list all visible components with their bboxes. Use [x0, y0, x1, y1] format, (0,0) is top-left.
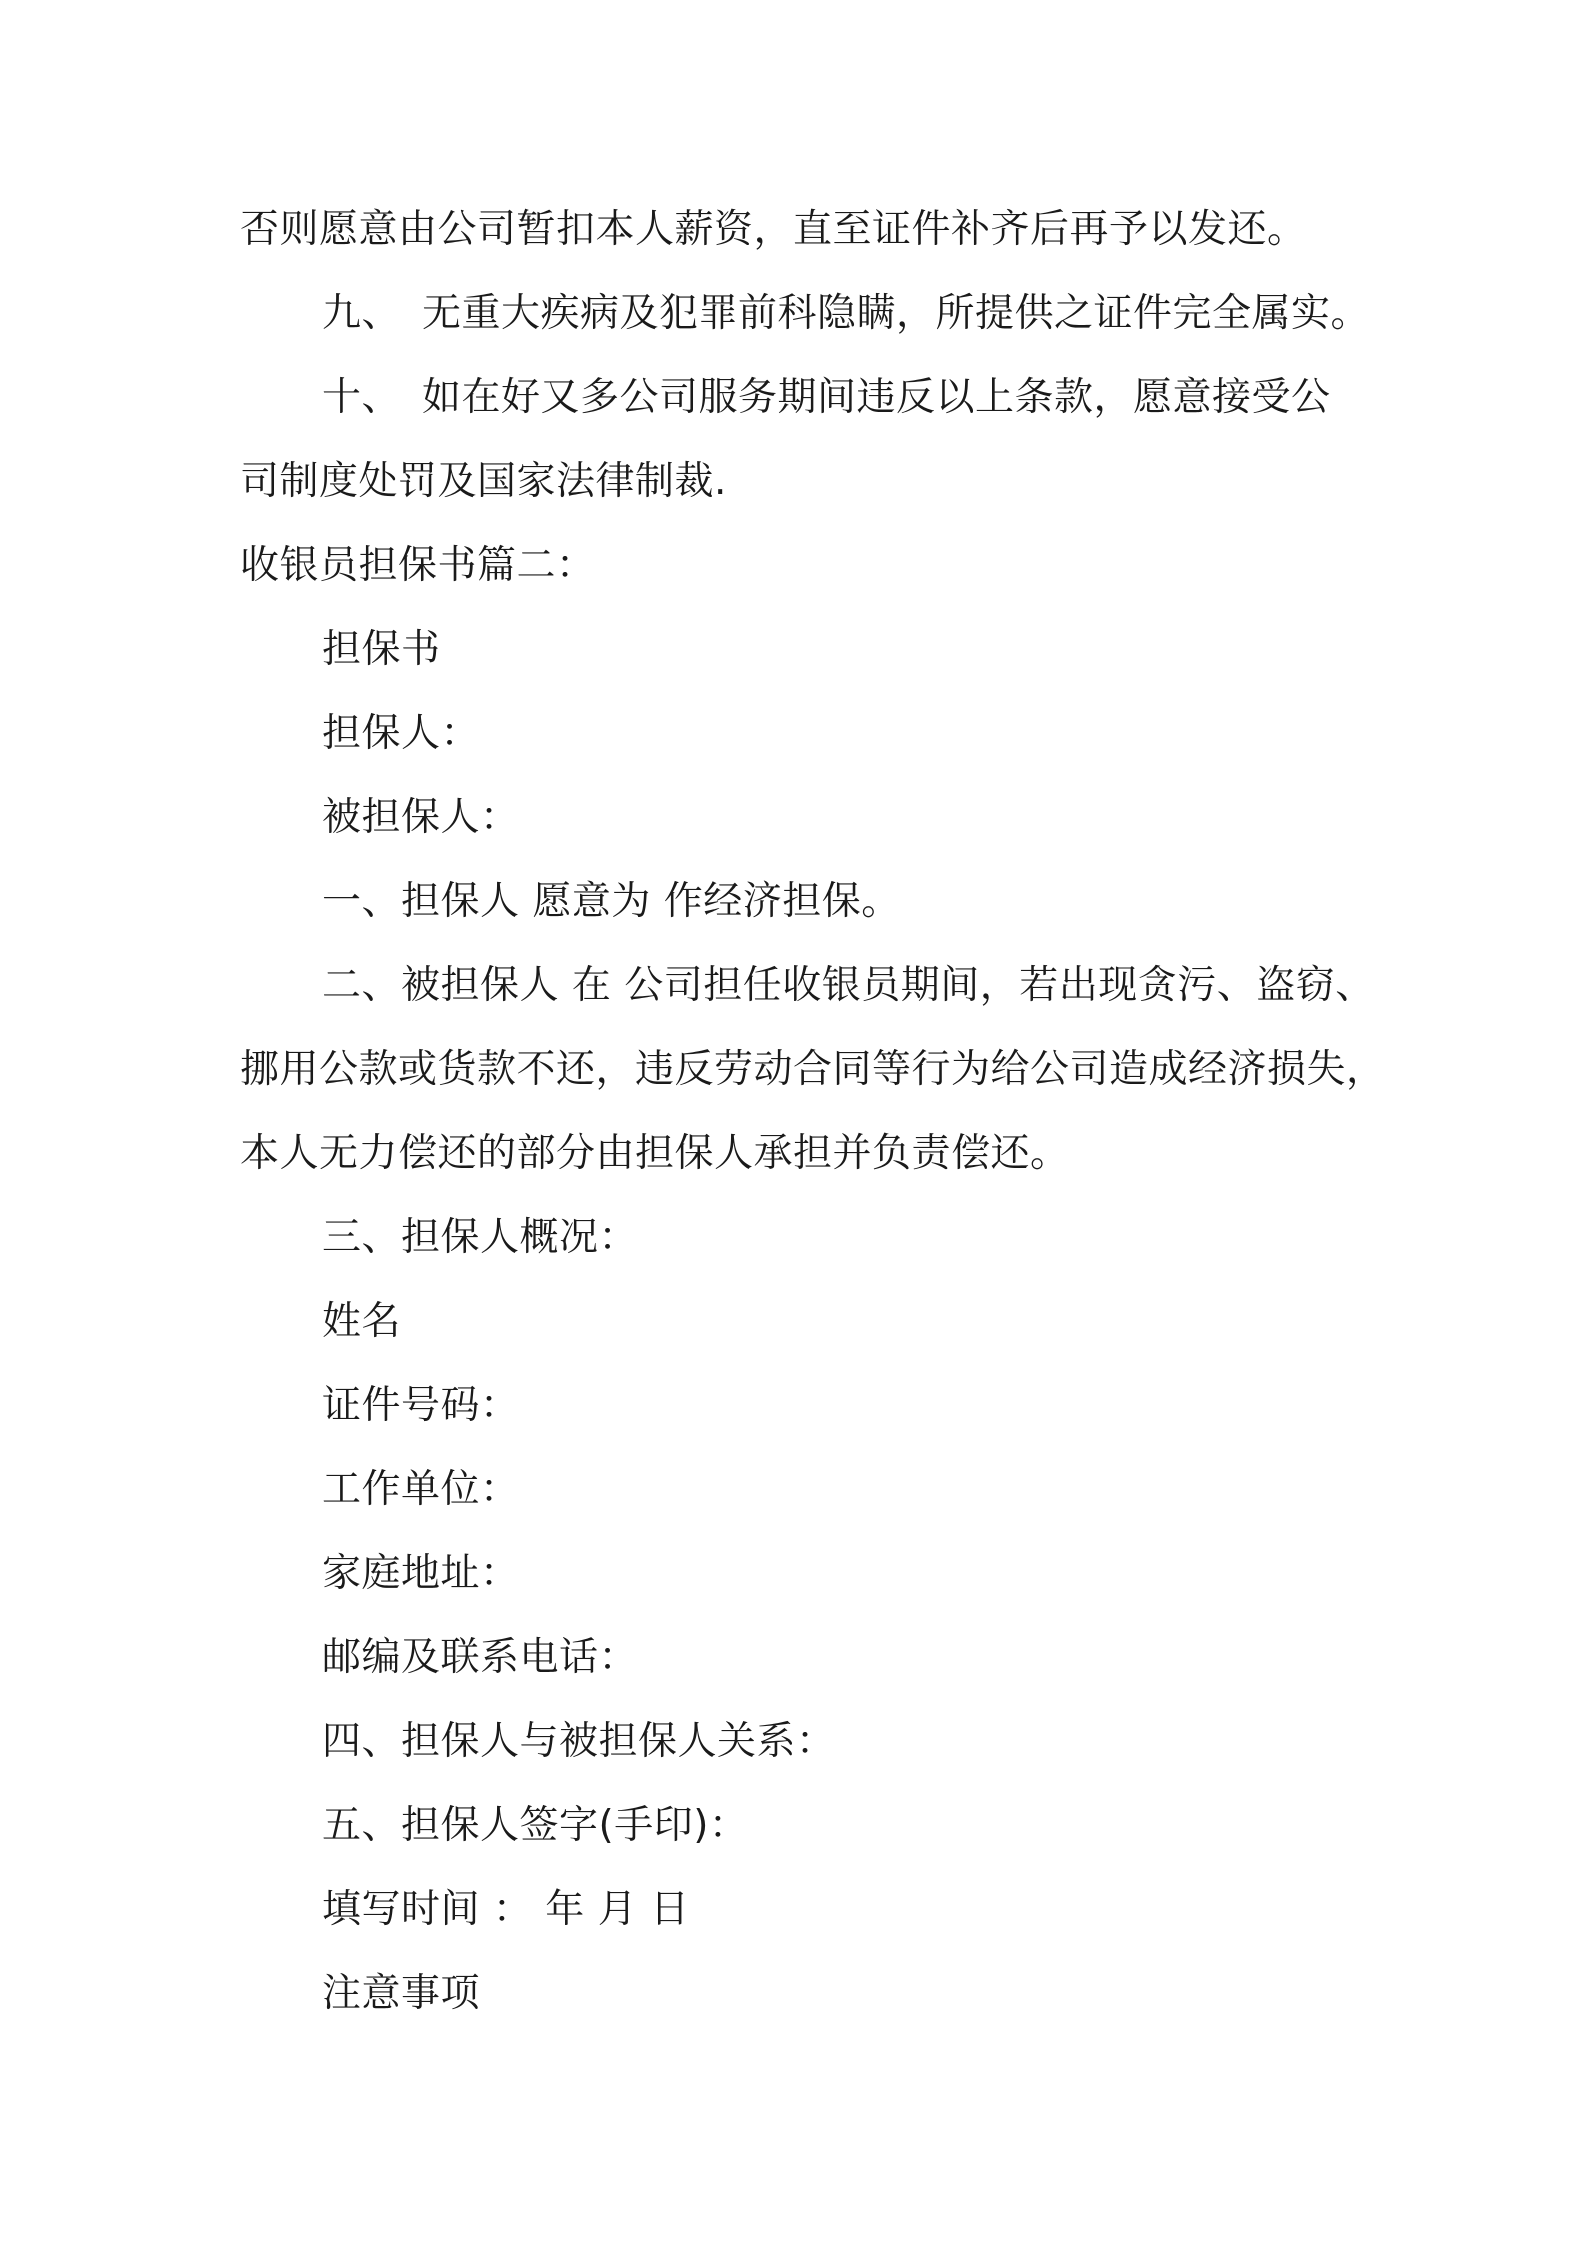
item-two-line-3: 本人无力偿还的部分由担保人承担并负责偿还。 — [240, 1131, 1070, 1176]
clause-ten — [322, 374, 1331, 422]
postcode-phone-label: 邮编及联系电话： — [322, 1635, 639, 1680]
employer-label: 工作单位： — [322, 1467, 520, 1512]
clause-ten-text: 如在好又多公司服务期间违反以上条款，愿意接受公 — [422, 375, 1331, 420]
fill-date-label: 填写时间 ： 年 月 日 — [322, 1887, 690, 1932]
item-two-line-2: 挪用公款或货款不还，违反劳动合同等行为给公司造成经济损失， — [240, 1047, 1386, 1092]
notes-heading: 注意事项 — [322, 1971, 481, 2016]
guarantor-label: 担保人： — [322, 711, 481, 756]
section-heading: 收银员担保书篇二： — [240, 543, 596, 588]
home-address-label: 家庭地址： — [322, 1551, 520, 1596]
guarantee-title: 担保书 — [322, 627, 441, 672]
clause-nine — [322, 290, 1370, 338]
item-five: 五、担保人签字(手印)： — [322, 1803, 749, 1848]
clause-nine-number: 九、 — [322, 291, 402, 336]
item-four: 四、担保人与被担保人关系： — [322, 1719, 836, 1764]
clause-ten-number: 十、 — [322, 375, 402, 420]
item-one: 一、担保人 愿意为 作经济担保。 — [322, 879, 901, 924]
text-line-1: 否则愿意由公司暂扣本人薪资，直至证件补齐后再予以发还。 — [240, 207, 1307, 252]
guaranteed-party-label: 被担保人： — [322, 795, 520, 840]
name-label: 姓名 — [322, 1299, 402, 1344]
clause-nine-text: 无重大疾病及犯罪前科隐瞒，所提供之证件完全属实。 — [422, 291, 1371, 336]
item-two-line-1: 二、被担保人 在 公司担任收银员期间，若出现贪污、盗窃、 — [322, 963, 1375, 1008]
id-number-label: 证件号码： — [322, 1383, 520, 1428]
text-line-4: 司制度处罚及国家法律制裁. — [240, 459, 727, 504]
item-three: 三、担保人概况： — [322, 1215, 639, 1260]
